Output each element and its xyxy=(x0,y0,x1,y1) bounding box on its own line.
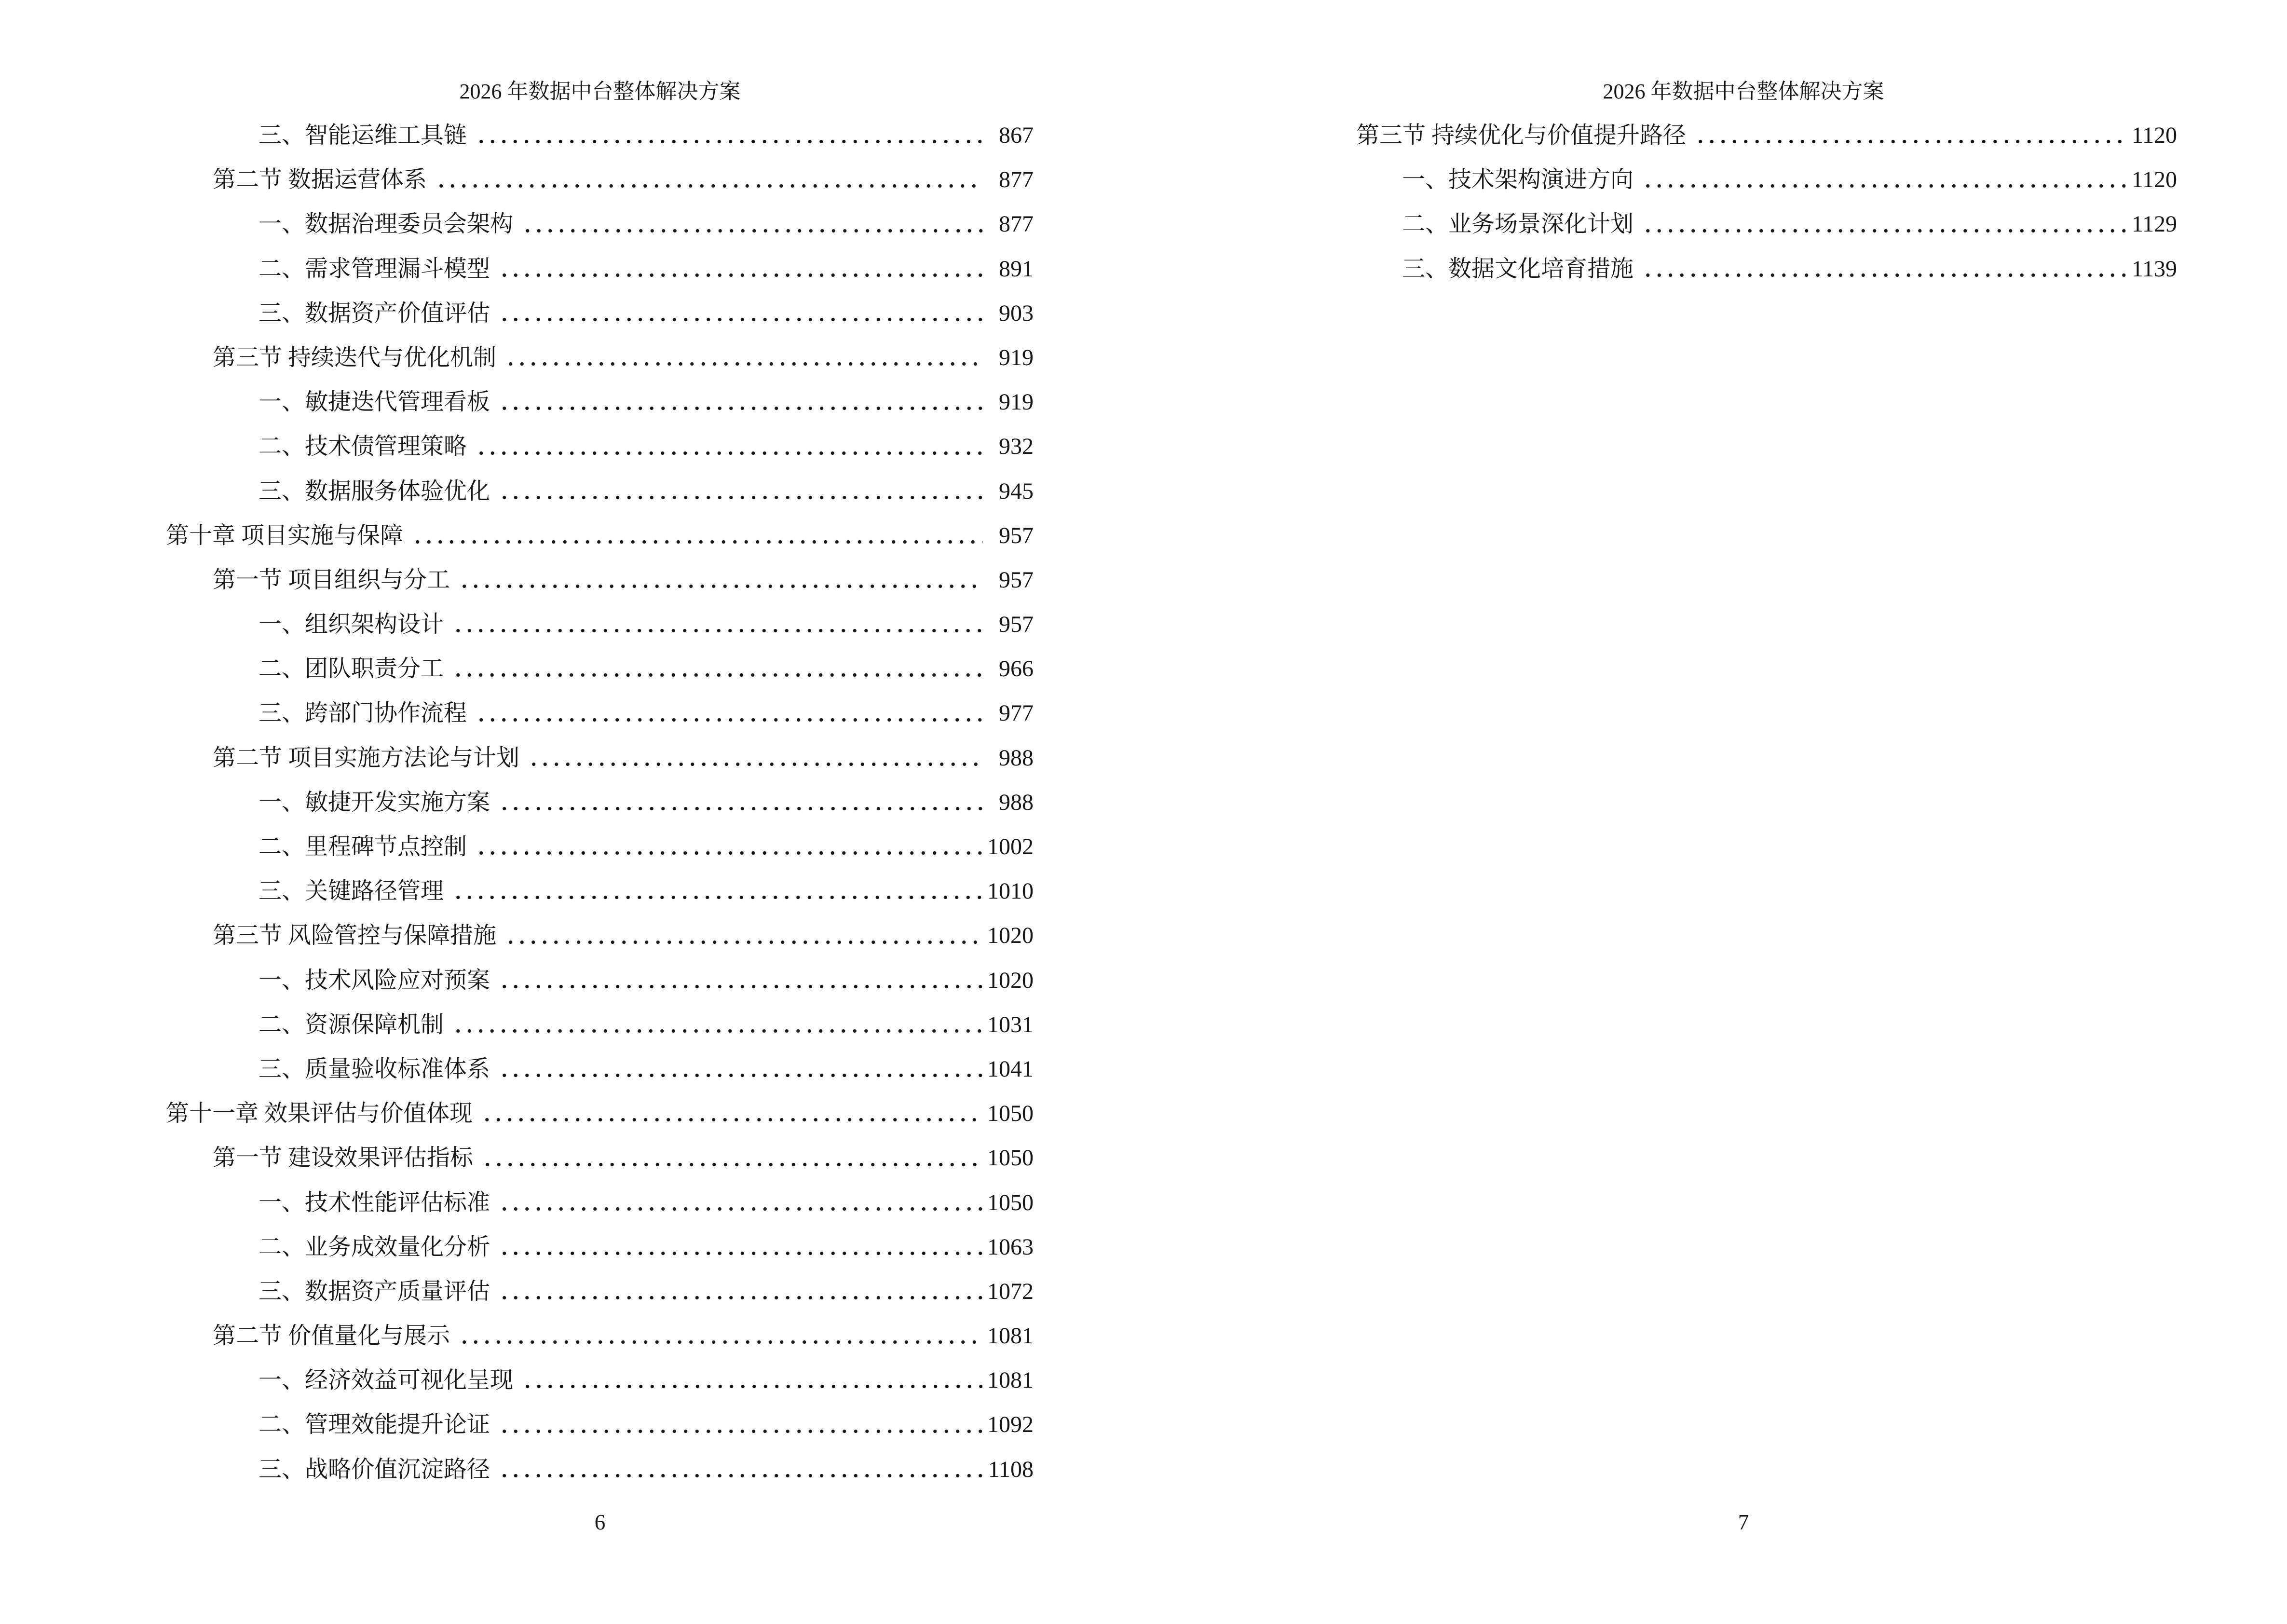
toc-entry-page-number: 1081 xyxy=(987,1367,1034,1393)
toc-entry-title: 第十一章 效果评估与价值体现 xyxy=(166,1101,473,1127)
dot-leader xyxy=(452,647,983,691)
toc-entry[interactable] xyxy=(0,1092,1144,1136)
dot-leader xyxy=(522,1358,982,1403)
dot-leader xyxy=(499,1047,982,1092)
toc-entry-page-number: 1063 xyxy=(987,1234,1034,1260)
toc-entry-title: 一、数据治理委员会架构 xyxy=(259,211,514,237)
toc-entry[interactable] xyxy=(0,514,1144,558)
dot-leader xyxy=(476,424,983,469)
toc-entry[interactable] xyxy=(0,424,1144,469)
dot-leader xyxy=(499,1225,982,1269)
toc-entry[interactable] xyxy=(0,1003,1144,1047)
toc-entry[interactable] xyxy=(0,647,1144,691)
toc-entry[interactable] xyxy=(1144,158,2287,202)
toc-entry-title: 第三节 风险管控与保障措施 xyxy=(213,923,497,949)
toc-entry[interactable] xyxy=(0,380,1144,424)
toc-entry-page-number: 919 xyxy=(999,344,1034,370)
dot-leader xyxy=(499,469,983,514)
dot-leader xyxy=(522,202,983,246)
toc-entry-title: 三、质量验收标准体系 xyxy=(259,1056,490,1082)
toc-entry-page-number: 1050 xyxy=(987,1145,1034,1171)
dot-leader xyxy=(499,1447,983,1492)
toc-entry-page-number: 877 xyxy=(999,211,1034,237)
toc-entry-title: 二、需求管理漏斗模型 xyxy=(259,256,490,282)
toc-entry-page-number: 1020 xyxy=(987,967,1034,993)
toc-entry[interactable] xyxy=(0,869,1144,914)
toc-entry-title: 第一节 建设效果评估指标 xyxy=(213,1145,474,1171)
dot-leader xyxy=(499,1403,982,1447)
toc-entry[interactable] xyxy=(0,958,1144,1003)
toc-entry[interactable] xyxy=(0,469,1144,514)
toc-entry[interactable] xyxy=(0,736,1144,780)
toc-entry[interactable] xyxy=(0,336,1144,380)
toc-entry-title: 三、数据文化培育措施 xyxy=(1402,256,1634,282)
toc-entry-title: 第三节 持续优化与价值提升路径 xyxy=(1356,123,1687,148)
dot-leader xyxy=(1642,202,2126,246)
dot-leader xyxy=(499,247,983,291)
toc-entry[interactable] xyxy=(0,1225,1144,1269)
toc-entry-page-number: 966 xyxy=(999,656,1034,682)
toc-entry-title: 二、技术债管理策略 xyxy=(259,434,467,460)
toc-entry-page-number: 1002 xyxy=(987,834,1034,860)
toc-entry-page-number: 891 xyxy=(999,256,1034,282)
dot-leader xyxy=(481,1092,982,1136)
toc-entry-page-number: 932 xyxy=(999,434,1034,460)
dot-leader xyxy=(476,113,983,158)
dot-leader xyxy=(1642,247,2126,291)
toc-entry-title: 三、数据资产质量评估 xyxy=(259,1278,490,1304)
toc-entry-title: 一、技术性能评估标准 xyxy=(259,1189,490,1215)
toc-entry-title: 三、数据资产价值评估 xyxy=(259,300,490,326)
toc-entry-title: 二、团队职责分工 xyxy=(259,656,444,682)
toc-entry-page-number: 945 xyxy=(999,478,1034,504)
toc-entry-page-number: 1050 xyxy=(987,1189,1034,1215)
page-header xyxy=(1309,80,2178,103)
toc-entry-title: 一、技术架构演进方向 xyxy=(1402,167,1634,193)
dot-leader xyxy=(476,825,982,869)
toc-entry-page-number: 1031 xyxy=(987,1011,1034,1037)
toc-entry[interactable] xyxy=(0,1047,1144,1092)
toc-entry[interactable] xyxy=(0,247,1144,291)
toc-entry[interactable] xyxy=(1144,247,2287,291)
toc-entry-page-number: 1139 xyxy=(2131,256,2177,282)
document-title: 2026 年数据中台整体解决方案 xyxy=(459,80,741,103)
page-footer xyxy=(1309,1512,2178,1533)
page-footer xyxy=(166,1512,1034,1533)
toc-entry-page-number: 903 xyxy=(999,300,1034,326)
toc-entry-page-number: 988 xyxy=(999,789,1034,815)
dot-leader xyxy=(1695,113,2126,158)
toc-entry-page-number: 1092 xyxy=(987,1412,1034,1438)
toc-entry[interactable] xyxy=(0,691,1144,736)
dot-leader xyxy=(528,736,983,780)
toc-list xyxy=(1144,113,2287,291)
dot-leader xyxy=(452,1003,982,1047)
dot-leader xyxy=(1642,158,2126,202)
dot-leader xyxy=(499,780,983,825)
toc-entry-title: 二、管理效能提升论证 xyxy=(259,1412,490,1438)
dot-leader xyxy=(412,514,983,558)
toc-entry-page-number: 957 xyxy=(999,522,1034,548)
toc-entry[interactable] xyxy=(0,1181,1144,1225)
toc-entry-page-number: 1020 xyxy=(987,923,1034,949)
dot-leader xyxy=(459,1314,982,1358)
dot-leader xyxy=(476,691,983,736)
dot-leader xyxy=(499,1269,982,1314)
toc-entry[interactable] xyxy=(1144,202,2287,246)
toc-entry-page-number: 988 xyxy=(999,745,1034,771)
toc-entry-page-number: 1129 xyxy=(2131,211,2177,237)
toc-entry-title: 三、战略价值沉淀路径 xyxy=(259,1456,490,1482)
toc-entry-page-number: 1050 xyxy=(987,1101,1034,1127)
toc-entry-page-number: 957 xyxy=(999,567,1034,593)
toc-entry-page-number: 1081 xyxy=(987,1323,1034,1349)
dot-leader xyxy=(436,158,983,202)
dot-leader xyxy=(499,958,982,1003)
toc-entry-page-number: 977 xyxy=(999,700,1034,726)
toc-entry-page-number: 1072 xyxy=(987,1278,1034,1304)
dot-leader xyxy=(505,914,982,958)
toc-entry[interactable] xyxy=(0,1447,1144,1492)
toc-entry-title: 第二节 项目实施方法论与计划 xyxy=(213,745,520,771)
toc-list xyxy=(0,113,1144,1492)
toc-entry-title: 三、数据服务体验优化 xyxy=(259,478,490,504)
toc-entry-page-number: 1108 xyxy=(988,1456,1034,1482)
page-header xyxy=(166,80,1034,103)
toc-entry-title: 第二节 价值量化与展示 xyxy=(213,1323,450,1349)
toc-entry-page-number: 1010 xyxy=(987,878,1034,904)
toc-entry-page-number: 1041 xyxy=(987,1056,1034,1082)
toc-entry-title: 二、业务场景深化计划 xyxy=(1402,211,1634,237)
toc-entry-title: 三、跨部门协作流程 xyxy=(259,700,467,726)
toc-entry[interactable] xyxy=(0,1314,1144,1358)
toc-entry-title: 一、技术风险应对预案 xyxy=(259,967,490,993)
toc-entry-title: 第三节 持续迭代与优化机制 xyxy=(213,344,497,370)
dot-leader xyxy=(499,1181,982,1225)
toc-entry[interactable] xyxy=(0,914,1144,958)
dot-leader xyxy=(499,380,983,424)
toc-entry-page-number: 867 xyxy=(999,123,1034,148)
page-number: 7 xyxy=(1738,1510,1749,1534)
toc-entry[interactable] xyxy=(0,602,1144,647)
toc-page-right xyxy=(1144,0,2287,1624)
toc-entry[interactable] xyxy=(0,780,1144,825)
toc-entry-page-number: 1120 xyxy=(2131,167,2177,193)
dot-leader xyxy=(452,602,983,647)
toc-entry[interactable] xyxy=(0,158,1144,202)
toc-entry-title: 一、敏捷迭代管理看板 xyxy=(259,389,490,415)
toc-entry-title: 第一节 项目组织与分工 xyxy=(213,567,450,593)
toc-entry[interactable] xyxy=(0,558,1144,602)
toc-entry[interactable] xyxy=(0,1136,1144,1180)
toc-entry-title: 一、敏捷开发实施方案 xyxy=(259,789,490,815)
toc-entry[interactable] xyxy=(0,291,1144,336)
toc-entry-page-number: 957 xyxy=(999,612,1034,638)
dot-leader xyxy=(459,558,983,602)
toc-entry-title: 二、里程碑节点控制 xyxy=(259,834,467,860)
dot-leader xyxy=(482,1136,982,1180)
toc-entry[interactable] xyxy=(0,202,1144,246)
toc-entry-title: 三、智能运维工具链 xyxy=(259,123,467,148)
dot-leader xyxy=(505,336,983,380)
page-number: 6 xyxy=(594,1510,606,1534)
dot-leader xyxy=(452,869,982,914)
toc-entry[interactable] xyxy=(0,1403,1144,1447)
toc-entry-title: 一、组织架构设计 xyxy=(259,612,444,638)
toc-entry-title: 三、关键路径管理 xyxy=(259,878,444,904)
dot-leader xyxy=(499,291,983,336)
toc-entry-title: 第十章 项目实施与保障 xyxy=(166,522,404,548)
toc-entry[interactable] xyxy=(0,113,1144,158)
toc-entry-title: 一、经济效益可视化呈现 xyxy=(259,1367,514,1393)
toc-entry[interactable] xyxy=(1144,113,2287,158)
toc-entry[interactable] xyxy=(0,1269,1144,1314)
toc-entry-title: 二、资源保障机制 xyxy=(259,1011,444,1037)
toc-entry-title: 二、业务成效量化分析 xyxy=(259,1234,490,1260)
toc-entry-page-number: 1120 xyxy=(2131,123,2177,148)
document-title: 2026 年数据中台整体解决方案 xyxy=(1603,80,1884,103)
toc-entry-title: 第二节 数据运营体系 xyxy=(213,167,427,193)
toc-entry-page-number: 919 xyxy=(999,389,1034,415)
toc-entry-page-number: 877 xyxy=(999,167,1034,193)
toc-entry[interactable] xyxy=(0,825,1144,869)
toc-entry[interactable] xyxy=(0,1358,1144,1403)
